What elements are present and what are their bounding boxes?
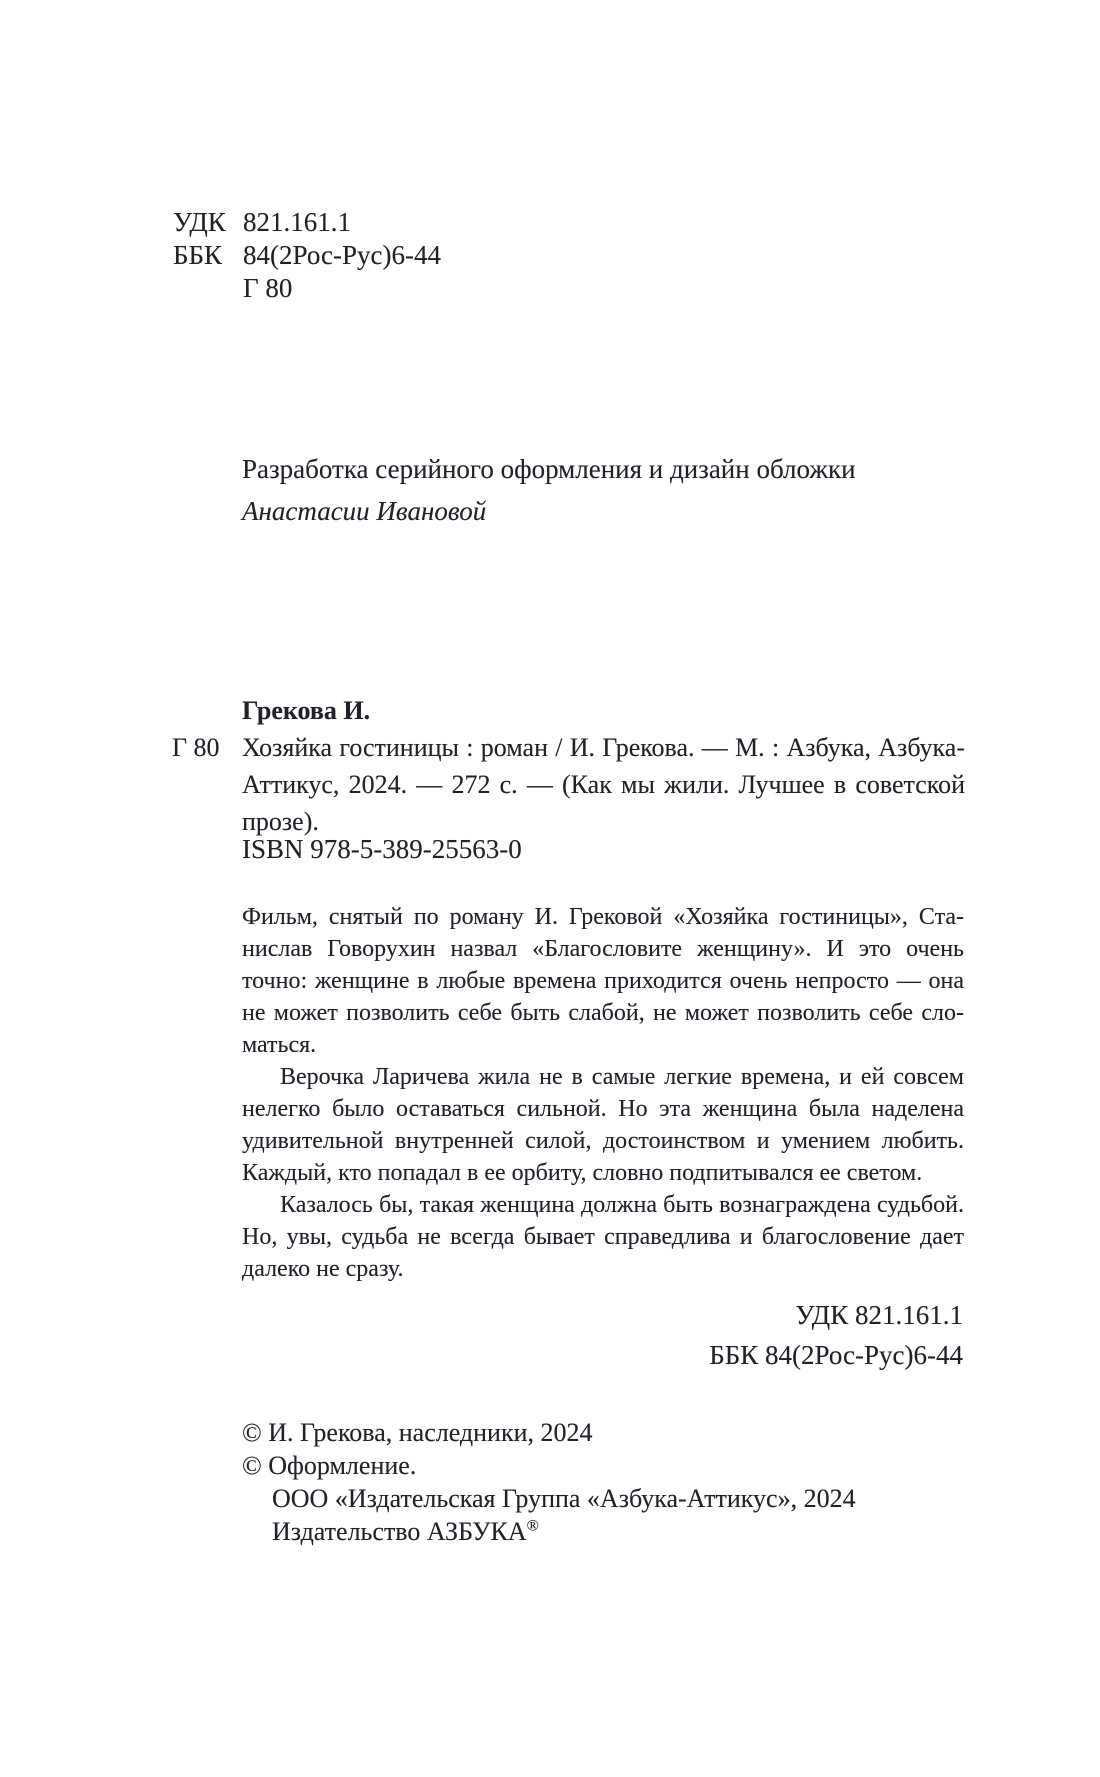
bbk-value: 84(2Рос-Рус)6-44 <box>243 240 441 270</box>
publisher-name: Издательство АЗБУКА <box>272 1517 527 1546</box>
udk-bottom: УДК 821.161.1 <box>795 1300 963 1330</box>
bibliographic-entry <box>172 692 966 840</box>
biblio-author-heading: Грекова И. <box>242 696 371 725</box>
udk-label: УДК <box>173 207 226 237</box>
annotation-paragraph-2: Верочка Ларичева жила не в самые легкие времена, и ей совсем нелегко было оставаться сильной. Но эта женщина была наделена удивительной внутренней силой, достоинством и умением любить. Каждый, кто попадал в ее орбиту, словно подпитывался ее светом. <box>242 1064 964 1186</box>
classification-bottom <box>709 1295 963 1375</box>
udk-value: 821.161.1 <box>243 207 351 237</box>
classification-top <box>173 206 441 305</box>
bbk-label: ББК <box>173 240 223 270</box>
designer-credit-name: Анастасии Ивановой <box>242 496 487 526</box>
author-sign: Г 80 <box>243 273 293 303</box>
biblio-description: Хозяйка гостиницы : роман / И. Грекова. — М. : Азбука, Азбука-Аттикус, 2024. — 272 с. — (Как мы жили. Лучшее в советской прозе). <box>242 733 965 836</box>
copyright-line-publisher-group: ООО «Издательская Группа «Азбука-Аттикус», 2024 <box>272 1484 856 1513</box>
copyright-line-publisher <box>272 1515 856 1548</box>
biblio-entry-body <box>172 729 966 840</box>
copyright-line-author: © И. Грекова, наследники, 2024 <box>242 1418 593 1447</box>
bbk-bottom: ББК 84(2Рос-Рус)6-44 <box>709 1340 963 1370</box>
annotation-paragraph-1: Фильм, снятый по роману И. Грековой «Хозяйка гостиницы», Станислав Говорухин назвал «Благословите женщину». И это очень точно: женщине в любые времена приходится очень непросто — она не может позволить себе быть слабой, не может позволить себе сломаться. <box>242 904 964 1058</box>
annotation <box>242 901 964 1285</box>
copyright-block <box>242 1416 856 1548</box>
registered-trademark-mark: ® <box>526 1517 539 1535</box>
isbn: ISBN 978-5-389-25563-0 <box>242 834 522 864</box>
annotation-paragraph-3: Казалось бы, такая женщина должна быть вознаграждена судьбой. Но, увы, судьба не всегда бывает справедлива и благословение дает далеко не сразу. <box>242 1192 964 1282</box>
copyright-line-design: © Оформление. <box>242 1451 417 1480</box>
author-sign-spacer <box>173 272 243 305</box>
biblio-author-sign: Г 80 <box>172 733 220 762</box>
designer-credit <box>242 448 856 532</box>
designer-credit-line1: Разработка серийного оформления и дизайн обложки <box>242 454 856 484</box>
